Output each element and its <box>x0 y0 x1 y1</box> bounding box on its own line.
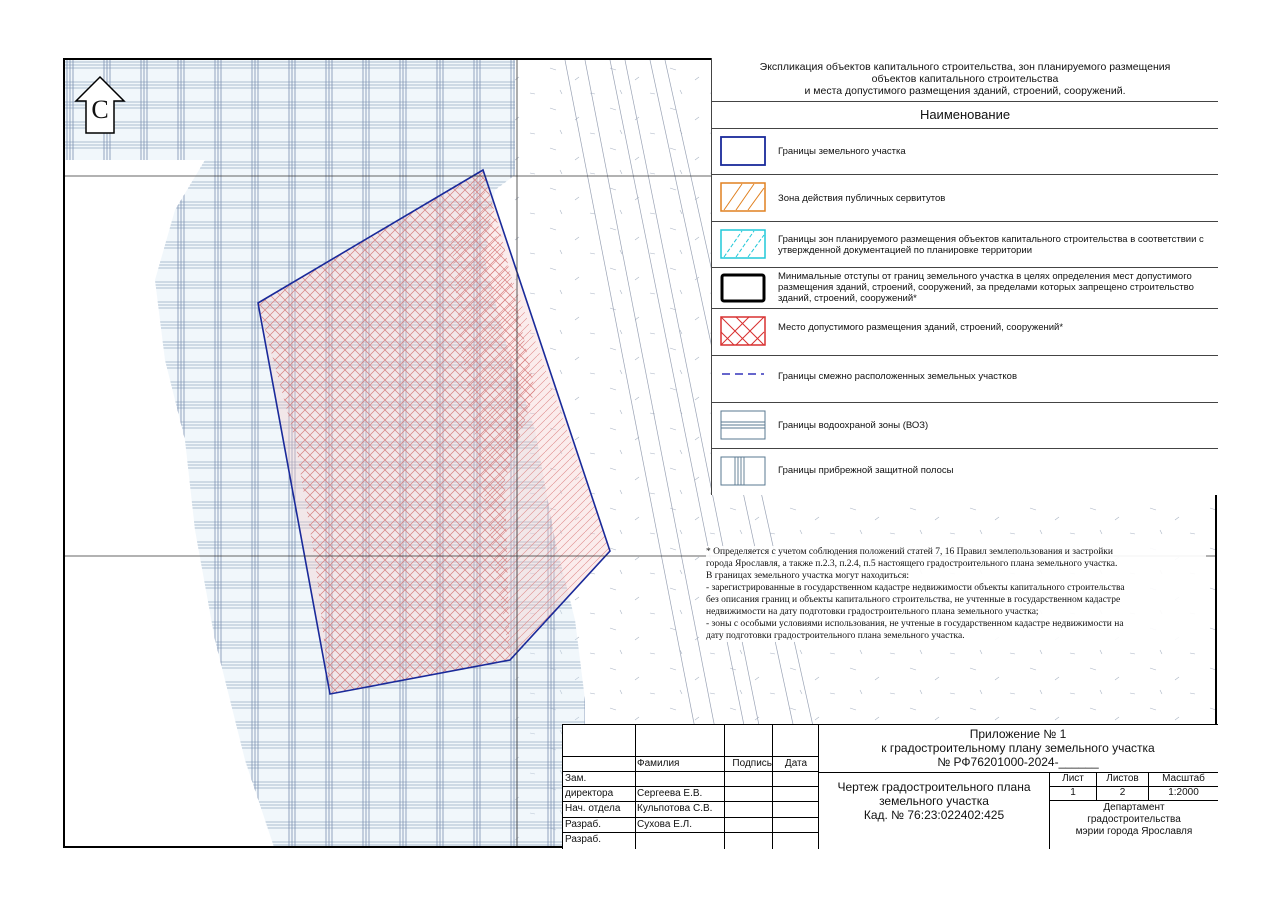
legend-item <box>712 222 1218 268</box>
setback-icon <box>720 273 766 303</box>
legend-item-label: Границы водоохраной зоны (ВОЗ) <box>778 420 929 431</box>
legend-header: Наименование <box>712 101 1218 129</box>
drawing-title-2: земельного участка <box>879 794 989 808</box>
parcel-boundary-icon <box>720 136 766 166</box>
title-block <box>562 724 1218 849</box>
footnote-line: - зарегистрированные в государственном кадастре недвижимости объекты капитального строительства <box>706 583 1125 593</box>
footnote-line: недвижимости на дату подготовки градостроительного плана земельного участка; <box>706 607 1039 617</box>
col-date: Дата <box>784 758 808 769</box>
role-cell: директора <box>565 788 614 799</box>
permitted-place-icon <box>720 316 766 346</box>
legend-item <box>712 309 1218 356</box>
sheet-value: 1 <box>1070 787 1076 798</box>
legend-item-label: Место допустимого размещения зданий, строений, сооружений* <box>778 322 1064 333</box>
footnote-line: города Ярославля, а также п.2.3, п.2.4, п.5 настоящего градостроительного плана земельного участка. <box>706 559 1118 569</box>
legend-title-line: объектов капитального строительства <box>871 73 1059 85</box>
footnote <box>706 546 1206 642</box>
legend-item <box>712 403 1218 449</box>
org-line: градостроительства <box>1087 814 1181 825</box>
servitude-zone-icon <box>720 182 766 212</box>
role-cell: Нач. отдела <box>565 803 621 814</box>
sheets-label: Листов <box>1106 773 1139 784</box>
legend-item-label: Зона действия публичных сервитутов <box>778 193 946 204</box>
name-cell: Кульпотова С.В. <box>637 803 713 814</box>
legend-title-line: Экспликация объектов капитального строительства, зон планируемого размещения <box>759 61 1171 73</box>
legend-item <box>712 129 1218 175</box>
sheets-value: 2 <box>1119 787 1126 798</box>
legend-item-label: Границы смежно расположенных земельных участков <box>778 371 1017 382</box>
legend-item <box>712 356 1218 403</box>
footnote-line: - зоны с особыми условиями использования, не учтеные в государственном кадастре недвижимости на <box>706 619 1124 629</box>
name-cell: Сухова Е.Л. <box>637 819 692 830</box>
role-cell: Разраб. <box>565 819 602 830</box>
col-surname: Фамилия <box>637 758 680 769</box>
footnote-line: В границах земельного участка могут находиться: <box>706 571 909 581</box>
legend-item <box>712 449 1218 495</box>
role-cell: Разраб. <box>565 834 602 845</box>
legend-item-label: Границы земельного участка <box>778 146 906 157</box>
coastal-strip-icon <box>720 456 766 486</box>
legend-item <box>712 175 1218 222</box>
footnote-line: * Определяется с учетом соблюдения положений статей 7, 16 Правил землепользования и застройки <box>706 547 1113 557</box>
gpzu-number: № РФ76201000-2024-______ <box>937 755 1099 769</box>
footnote-line: без описания границ и объекты капитального строительства, не учтенные в государственном кадастре <box>706 595 1121 605</box>
adjacent-parcels-icon <box>720 363 766 393</box>
scale-label: Масштаб <box>1162 773 1205 784</box>
scale-value: 1:2000 <box>1168 787 1199 798</box>
legend-item-label: Минимальные отступы от границ земельного участка в целях определения мест допустимого размещения зданий, строений, сооружений, за пределами которых запрещено строительство зданий, строений, сооружений* <box>778 271 1194 304</box>
sheet-label: Лист <box>1062 773 1084 784</box>
role-cell: Зам. <box>565 773 587 784</box>
col-sign: Подпись <box>732 758 772 769</box>
legend-title <box>712 58 1218 101</box>
legend-panel <box>711 58 1218 495</box>
legend-item-label: Границы прибрежной защитной полосы <box>778 465 954 476</box>
water-protection-zone-icon <box>720 410 766 440</box>
north-arrow <box>74 75 126 135</box>
appendix-title: Приложение № 1 <box>969 727 1067 741</box>
north-letter: С <box>91 95 109 124</box>
org-line: Департамент <box>1103 802 1165 813</box>
legend-title-line: и места допустимого размещения зданий, строений, сооружений. <box>804 85 1126 97</box>
appendix-to: к градостроительному плану земельного участка <box>881 741 1155 755</box>
cadastral-number: Кад. № 76:23:022402:425 <box>863 808 1005 822</box>
legend-item-label: Границы зон планируемого размещения объектов капитального строительства в соответствии с утвержденной документацией по планировке территории <box>778 234 1204 256</box>
name-cell: Сергеева Е.В. <box>637 788 703 799</box>
org-line: мэрии города Ярославля <box>1075 826 1193 837</box>
planned-zone-icon <box>720 229 766 259</box>
footnote-line: дату подготовки градостроительного плана земельного участка. <box>706 631 965 641</box>
legend-item <box>712 268 1218 309</box>
drawing-title: Чертеж градостроительного плана <box>837 780 1031 794</box>
